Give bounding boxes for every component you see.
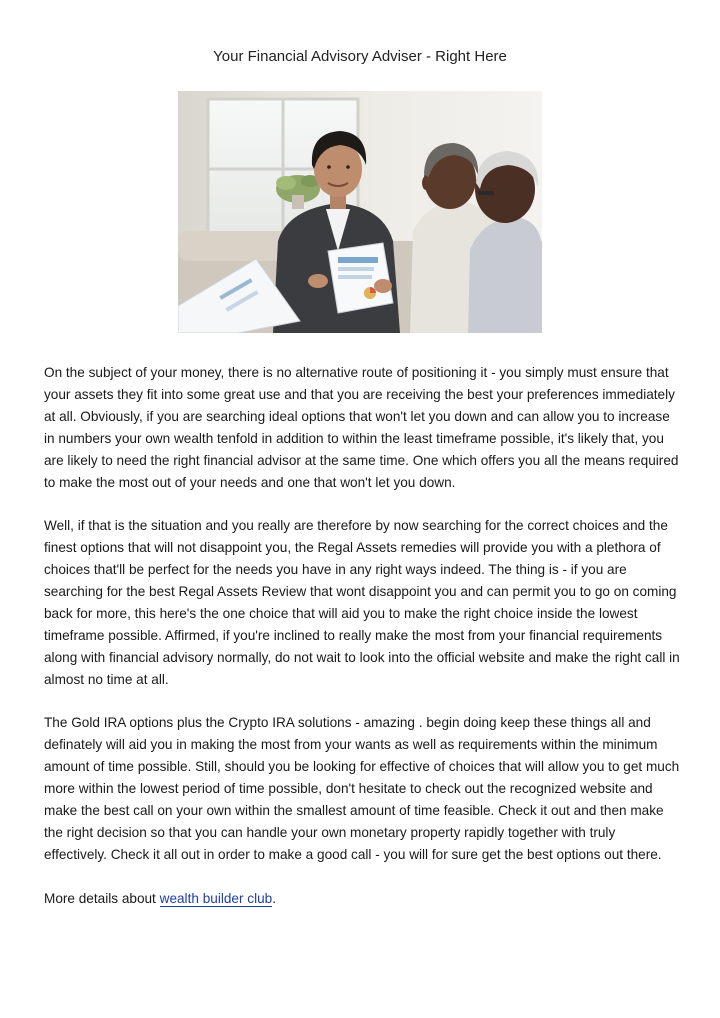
- paragraph-2: Well, if that is the situation and you really are therefore by now searching for the correct choices and the finest options that will not disappoint you, the Regal Assets remedies will provide you with a plethora of choices that'll be perfect for the needs you have in any right ways indeed. The thing is - if you are searching for the best Regal Assets Review that wont disappoint you and can permit you to go on coming back for more, this here's the one choice that will aid you to make the right choice inside the lowest timeframe possible. Affirmed, if you're inclined to really make the most from your financial requirements along with financial advisory normally, do not wait to look into the official website and make the right call in almost no time at all.: [44, 518, 680, 687]
- more-details-line: [44, 888, 680, 910]
- page-title: Your Financial Advisory Adviser - Right Here: [213, 48, 507, 65]
- paragraph-1: On the subject of your money, there is no alternative route of positioning it - you simply must ensure that your assets they fit into some great use and that you are receiving the best your preferences immediately at all. Obviously, if you are searching ideal options that won't let you down and can allow you to increase in numbers your own wealth tenfold in addition to within the least timeframe possible, it's likely that, you are likely to need the right financial advisor at the same time. One which offers you all the means required to make the most out of your needs and one that won't let you down.: [44, 365, 679, 490]
- advisor-meeting-photo: [178, 91, 542, 333]
- article-body: [44, 362, 680, 932]
- paragraph-3: The Gold IRA options plus the Crypto IRA solutions - amazing . begin doing keep these things all and definately will aid you in making the most from your wants as well as requirements within the minimum amount of time possible. Still, should you be looking for effective of choices that will allow you to get much more within the lowest period of time possible, don't hesitate to check out the recognized website and make the best call on your own within the smallest amount of time feasible. Check it out and then make the right decision so that you can handle your own monetary property rapidly together with truly effectively. Check it all out in order to make a good call - you will for sure get the best options out there.: [44, 715, 680, 862]
- wealth-builder-club-link[interactable]: wealth builder club: [159, 890, 273, 906]
- more-details-prefix: More details about: [44, 890, 160, 906]
- more-details-suffix: .: [272, 890, 276, 906]
- advisor-meeting-illustration: [178, 91, 542, 333]
